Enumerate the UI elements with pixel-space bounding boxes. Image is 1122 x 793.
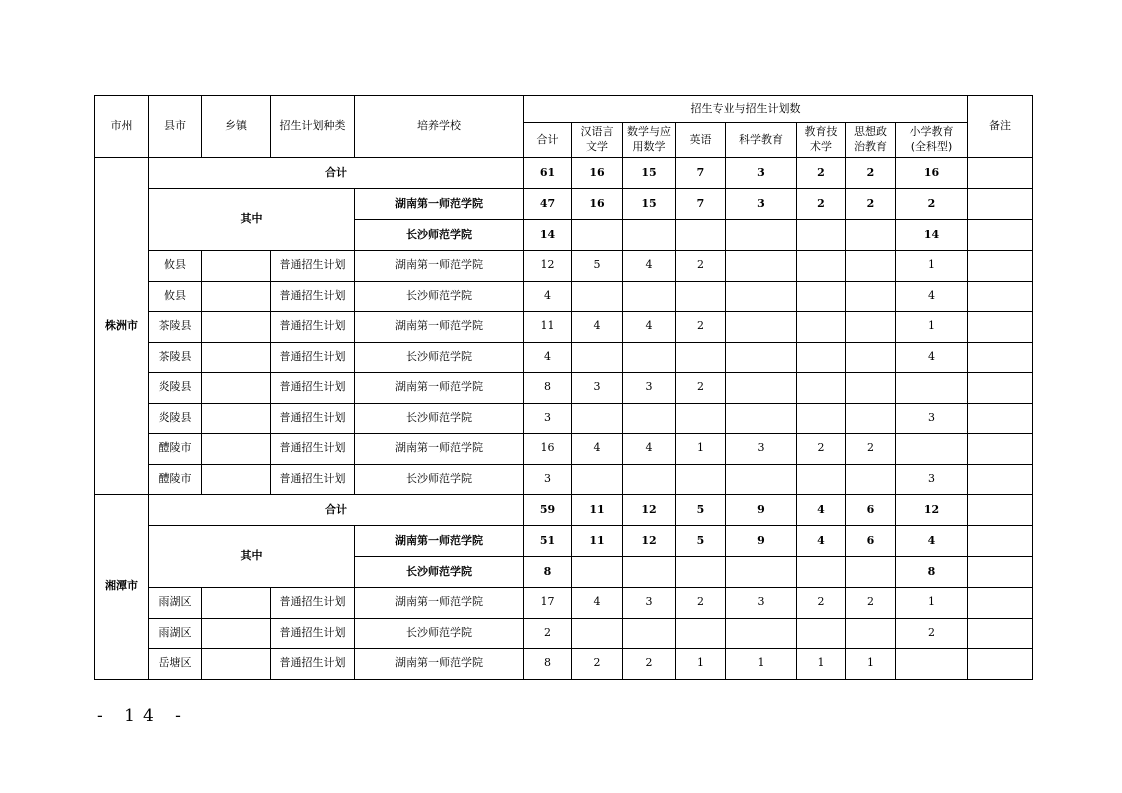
breakdown-value: 2 bbox=[797, 189, 846, 220]
count-cell: 11 bbox=[524, 312, 572, 343]
town-cell bbox=[202, 464, 271, 495]
count-cell: 1 bbox=[676, 649, 726, 680]
header-major-line2: 术学 bbox=[810, 140, 832, 153]
count-cell: 4 bbox=[623, 434, 676, 465]
count-cell bbox=[846, 618, 896, 649]
count-cell: 1 bbox=[846, 649, 896, 680]
county-cell: 炎陵县 bbox=[149, 373, 202, 404]
header-major bbox=[726, 123, 797, 158]
total-label: 合计 bbox=[149, 158, 524, 189]
remark-cell bbox=[968, 281, 1033, 312]
count-cell bbox=[623, 281, 676, 312]
county-cell: 炎陵县 bbox=[149, 403, 202, 434]
count-cell: 3 bbox=[726, 434, 797, 465]
count-cell bbox=[896, 373, 968, 404]
header-major-line1: 思想政 bbox=[854, 125, 887, 139]
count-cell bbox=[676, 281, 726, 312]
count-cell bbox=[623, 342, 676, 373]
school-cell: 湖南第一师范学院 bbox=[355, 312, 524, 343]
breakdown-school: 湖南第一师范学院 bbox=[355, 526, 524, 557]
count-cell: 8 bbox=[524, 373, 572, 404]
count-cell bbox=[623, 403, 676, 434]
count-cell: 2 bbox=[676, 588, 726, 619]
remark-cell bbox=[968, 312, 1033, 343]
count-cell: 3 bbox=[726, 588, 797, 619]
count-cell: 12 bbox=[524, 251, 572, 282]
breakdown-value bbox=[623, 220, 676, 251]
total-label: 合计 bbox=[149, 495, 524, 526]
table-row bbox=[95, 618, 1033, 649]
table-body bbox=[95, 96, 1033, 680]
remark-cell bbox=[968, 464, 1033, 495]
header-major-line1: 小学教育 bbox=[909, 125, 954, 139]
total-row bbox=[95, 495, 1033, 526]
remark-cell bbox=[968, 649, 1033, 680]
header-major bbox=[572, 123, 623, 158]
count-cell: 4 bbox=[572, 434, 623, 465]
plan-type-cell: 普通招生计划 bbox=[271, 464, 355, 495]
count-cell bbox=[846, 312, 896, 343]
header-major bbox=[524, 123, 572, 158]
town-cell bbox=[202, 342, 271, 373]
count-cell: 2 bbox=[676, 373, 726, 404]
breakdown-value: 14 bbox=[524, 220, 572, 251]
breakdown-value: 6 bbox=[846, 526, 896, 557]
plan-type-cell: 普通招生计划 bbox=[271, 251, 355, 282]
count-cell: 3 bbox=[896, 464, 968, 495]
total-value: 16 bbox=[896, 158, 968, 189]
school-cell: 长沙师范学院 bbox=[355, 403, 524, 434]
header-major-line1: 数学与应 bbox=[627, 125, 671, 139]
count-cell bbox=[726, 618, 797, 649]
total-value: 9 bbox=[726, 495, 797, 526]
count-cell: 2 bbox=[676, 251, 726, 282]
remark-cell bbox=[968, 588, 1033, 619]
page-number: - 14 - bbox=[97, 706, 189, 726]
breakdown-value: 8 bbox=[524, 557, 572, 588]
count-cell bbox=[726, 373, 797, 404]
table-row bbox=[95, 281, 1033, 312]
header-major bbox=[676, 123, 726, 158]
total-row bbox=[95, 158, 1033, 189]
county-cell: 茶陵县 bbox=[149, 342, 202, 373]
breakdown-value bbox=[797, 220, 846, 251]
count-cell: 1 bbox=[896, 251, 968, 282]
breakdown-value: 5 bbox=[676, 526, 726, 557]
header-major bbox=[896, 123, 968, 158]
count-cell: 4 bbox=[524, 342, 572, 373]
total-value: 12 bbox=[896, 495, 968, 526]
plan-type-cell: 普通招生计划 bbox=[271, 588, 355, 619]
table-row bbox=[95, 464, 1033, 495]
count-cell bbox=[726, 312, 797, 343]
remark-cell bbox=[968, 557, 1033, 588]
remark-cell bbox=[968, 189, 1033, 220]
school-cell: 湖南第一师范学院 bbox=[355, 649, 524, 680]
count-cell bbox=[726, 464, 797, 495]
enrollment-plan-table bbox=[94, 95, 1033, 680]
header-major-line1: 教育技 bbox=[804, 125, 838, 139]
table-row bbox=[95, 251, 1033, 282]
remark-cell bbox=[968, 618, 1033, 649]
plan-type-cell: 普通招生计划 bbox=[271, 312, 355, 343]
header-county: 县市 bbox=[149, 96, 202, 158]
remark-cell bbox=[968, 220, 1033, 251]
remark-cell bbox=[968, 158, 1033, 189]
breakdown-value bbox=[676, 557, 726, 588]
count-cell bbox=[797, 251, 846, 282]
count-cell bbox=[896, 649, 968, 680]
breakdown-value bbox=[726, 220, 797, 251]
count-cell bbox=[572, 342, 623, 373]
header-major-line2: (全科型) bbox=[910, 140, 953, 153]
count-cell bbox=[676, 403, 726, 434]
total-value: 61 bbox=[524, 158, 572, 189]
breakdown-value: 2 bbox=[846, 189, 896, 220]
county-cell: 攸县 bbox=[149, 251, 202, 282]
school-cell: 长沙师范学院 bbox=[355, 464, 524, 495]
count-cell bbox=[676, 342, 726, 373]
header-major-line2: 文学 bbox=[586, 140, 608, 153]
town-cell bbox=[202, 373, 271, 404]
breakdown-value: 9 bbox=[726, 526, 797, 557]
city-cell: 湘潭市 bbox=[95, 495, 149, 680]
table-row bbox=[95, 342, 1033, 373]
town-cell bbox=[202, 403, 271, 434]
breakdown-value bbox=[846, 557, 896, 588]
total-value: 7 bbox=[676, 158, 726, 189]
school-cell: 长沙师范学院 bbox=[355, 281, 524, 312]
town-cell bbox=[202, 649, 271, 680]
header-city: 市州 bbox=[95, 96, 149, 158]
count-cell: 4 bbox=[623, 251, 676, 282]
total-value: 12 bbox=[623, 495, 676, 526]
breakdown-value: 4 bbox=[896, 526, 968, 557]
header-major-line1: 汉语言 bbox=[580, 125, 614, 139]
breakdown-value: 14 bbox=[896, 220, 968, 251]
count-cell: 2 bbox=[524, 618, 572, 649]
header-major bbox=[623, 123, 676, 158]
breakdown-row bbox=[95, 189, 1033, 220]
breakdown-value: 2 bbox=[896, 189, 968, 220]
plan-type-cell: 普通招生计划 bbox=[271, 342, 355, 373]
remark-cell bbox=[968, 373, 1033, 404]
breakdown-value bbox=[623, 557, 676, 588]
count-cell bbox=[797, 281, 846, 312]
remark-cell bbox=[968, 434, 1033, 465]
count-cell bbox=[846, 281, 896, 312]
total-value: 5 bbox=[676, 495, 726, 526]
county-cell: 雨湖区 bbox=[149, 588, 202, 619]
breakdown-value: 7 bbox=[676, 189, 726, 220]
count-cell bbox=[726, 281, 797, 312]
breakdown-label: 其中 bbox=[149, 189, 355, 251]
breakdown-value: 47 bbox=[524, 189, 572, 220]
breakdown-value: 8 bbox=[896, 557, 968, 588]
count-cell: 1 bbox=[896, 312, 968, 343]
count-cell: 17 bbox=[524, 588, 572, 619]
count-cell: 2 bbox=[676, 312, 726, 343]
count-cell bbox=[623, 618, 676, 649]
breakdown-value: 15 bbox=[623, 189, 676, 220]
count-cell bbox=[572, 618, 623, 649]
total-value: 11 bbox=[572, 495, 623, 526]
count-cell bbox=[572, 464, 623, 495]
header-major-line1: 合计 bbox=[536, 132, 559, 146]
plan-type-cell: 普通招生计划 bbox=[271, 649, 355, 680]
count-cell: 2 bbox=[846, 434, 896, 465]
count-cell bbox=[846, 251, 896, 282]
town-cell bbox=[202, 618, 271, 649]
breakdown-label: 其中 bbox=[149, 526, 355, 588]
town-cell bbox=[202, 588, 271, 619]
header-major-line1: 科学教育 bbox=[739, 132, 783, 146]
count-cell bbox=[846, 403, 896, 434]
total-value: 16 bbox=[572, 158, 623, 189]
plan-type-cell: 普通招生计划 bbox=[271, 281, 355, 312]
school-cell: 长沙师范学院 bbox=[355, 342, 524, 373]
table-row bbox=[95, 403, 1033, 434]
count-cell: 1 bbox=[726, 649, 797, 680]
breakdown-value bbox=[726, 557, 797, 588]
count-cell: 2 bbox=[572, 649, 623, 680]
plan-type-cell: 普通招生计划 bbox=[271, 618, 355, 649]
count-cell bbox=[623, 464, 676, 495]
breakdown-value bbox=[572, 220, 623, 251]
remark-cell bbox=[968, 526, 1033, 557]
count-cell bbox=[572, 281, 623, 312]
breakdown-school: 长沙师范学院 bbox=[355, 557, 524, 588]
count-cell: 8 bbox=[524, 649, 572, 680]
table-row bbox=[95, 312, 1033, 343]
town-cell bbox=[202, 312, 271, 343]
count-cell bbox=[572, 403, 623, 434]
count-cell: 1 bbox=[797, 649, 846, 680]
count-cell bbox=[797, 464, 846, 495]
count-cell: 3 bbox=[572, 373, 623, 404]
count-cell: 2 bbox=[623, 649, 676, 680]
count-cell bbox=[846, 464, 896, 495]
table-row bbox=[95, 373, 1033, 404]
county-cell: 雨湖区 bbox=[149, 618, 202, 649]
count-cell: 3 bbox=[896, 403, 968, 434]
header-town: 乡镇 bbox=[202, 96, 271, 158]
breakdown-value bbox=[797, 557, 846, 588]
count-cell: 4 bbox=[572, 312, 623, 343]
count-cell bbox=[726, 342, 797, 373]
table-row bbox=[95, 434, 1033, 465]
count-cell: 2 bbox=[797, 588, 846, 619]
breakdown-value bbox=[676, 220, 726, 251]
header-remarks: 备注 bbox=[968, 96, 1033, 158]
count-cell: 4 bbox=[896, 342, 968, 373]
count-cell bbox=[896, 434, 968, 465]
header-major-line1: 英语 bbox=[689, 132, 712, 146]
town-cell bbox=[202, 281, 271, 312]
header-plan-type: 招生计划种类 bbox=[271, 96, 355, 158]
school-cell: 长沙师范学院 bbox=[355, 618, 524, 649]
header-majors-group: 招生专业与招生计划数 bbox=[524, 96, 968, 123]
count-cell: 4 bbox=[896, 281, 968, 312]
plan-type-cell: 普通招生计划 bbox=[271, 403, 355, 434]
county-cell: 攸县 bbox=[149, 281, 202, 312]
count-cell: 1 bbox=[676, 434, 726, 465]
town-cell bbox=[202, 251, 271, 282]
town-cell bbox=[202, 434, 271, 465]
count-cell bbox=[846, 373, 896, 404]
count-cell: 2 bbox=[797, 434, 846, 465]
county-cell: 醴陵市 bbox=[149, 464, 202, 495]
table-row bbox=[95, 649, 1033, 680]
table-row bbox=[95, 588, 1033, 619]
count-cell: 4 bbox=[623, 312, 676, 343]
count-cell: 3 bbox=[524, 464, 572, 495]
plan-type-cell: 普通招生计划 bbox=[271, 434, 355, 465]
breakdown-value: 11 bbox=[572, 526, 623, 557]
breakdown-value: 12 bbox=[623, 526, 676, 557]
count-cell: 5 bbox=[572, 251, 623, 282]
county-cell: 茶陵县 bbox=[149, 312, 202, 343]
total-value: 4 bbox=[797, 495, 846, 526]
school-cell: 湖南第一师范学院 bbox=[355, 434, 524, 465]
count-cell bbox=[846, 342, 896, 373]
total-value: 15 bbox=[623, 158, 676, 189]
count-cell bbox=[797, 342, 846, 373]
breakdown-value: 16 bbox=[572, 189, 623, 220]
header-row-1 bbox=[95, 96, 1033, 123]
count-cell bbox=[676, 464, 726, 495]
count-cell bbox=[797, 312, 846, 343]
breakdown-value: 51 bbox=[524, 526, 572, 557]
count-cell: 1 bbox=[896, 588, 968, 619]
breakdown-school: 长沙师范学院 bbox=[355, 220, 524, 251]
county-cell: 醴陵市 bbox=[149, 434, 202, 465]
header-major-line2: 治教育 bbox=[854, 140, 887, 153]
count-cell bbox=[797, 403, 846, 434]
header-major bbox=[797, 123, 846, 158]
breakdown-value bbox=[846, 220, 896, 251]
total-value: 59 bbox=[524, 495, 572, 526]
count-cell: 3 bbox=[623, 588, 676, 619]
total-value: 2 bbox=[797, 158, 846, 189]
city-cell: 株洲市 bbox=[95, 158, 149, 495]
header-school: 培养学校 bbox=[355, 96, 524, 158]
remark-cell bbox=[968, 251, 1033, 282]
total-value: 3 bbox=[726, 158, 797, 189]
school-cell: 湖南第一师范学院 bbox=[355, 251, 524, 282]
count-cell: 2 bbox=[896, 618, 968, 649]
breakdown-value bbox=[572, 557, 623, 588]
header-major-line2: 用数学 bbox=[632, 140, 666, 153]
total-value: 6 bbox=[846, 495, 896, 526]
count-cell: 4 bbox=[524, 281, 572, 312]
county-cell: 岳塘区 bbox=[149, 649, 202, 680]
count-cell: 3 bbox=[623, 373, 676, 404]
breakdown-row bbox=[95, 526, 1033, 557]
count-cell: 16 bbox=[524, 434, 572, 465]
remark-cell bbox=[968, 342, 1033, 373]
count-cell bbox=[797, 373, 846, 404]
school-cell: 湖南第一师范学院 bbox=[355, 588, 524, 619]
plan-type-cell: 普通招生计划 bbox=[271, 373, 355, 404]
school-cell: 湖南第一师范学院 bbox=[355, 373, 524, 404]
count-cell: 2 bbox=[846, 588, 896, 619]
remark-cell bbox=[968, 403, 1033, 434]
remark-cell bbox=[968, 495, 1033, 526]
count-cell bbox=[726, 403, 797, 434]
count-cell: 3 bbox=[524, 403, 572, 434]
count-cell bbox=[797, 618, 846, 649]
header-major bbox=[846, 123, 896, 158]
total-value: 2 bbox=[846, 158, 896, 189]
count-cell bbox=[676, 618, 726, 649]
breakdown-school: 湖南第一师范学院 bbox=[355, 189, 524, 220]
breakdown-value: 3 bbox=[726, 189, 797, 220]
breakdown-value: 4 bbox=[797, 526, 846, 557]
count-cell bbox=[726, 251, 797, 282]
count-cell: 4 bbox=[572, 588, 623, 619]
